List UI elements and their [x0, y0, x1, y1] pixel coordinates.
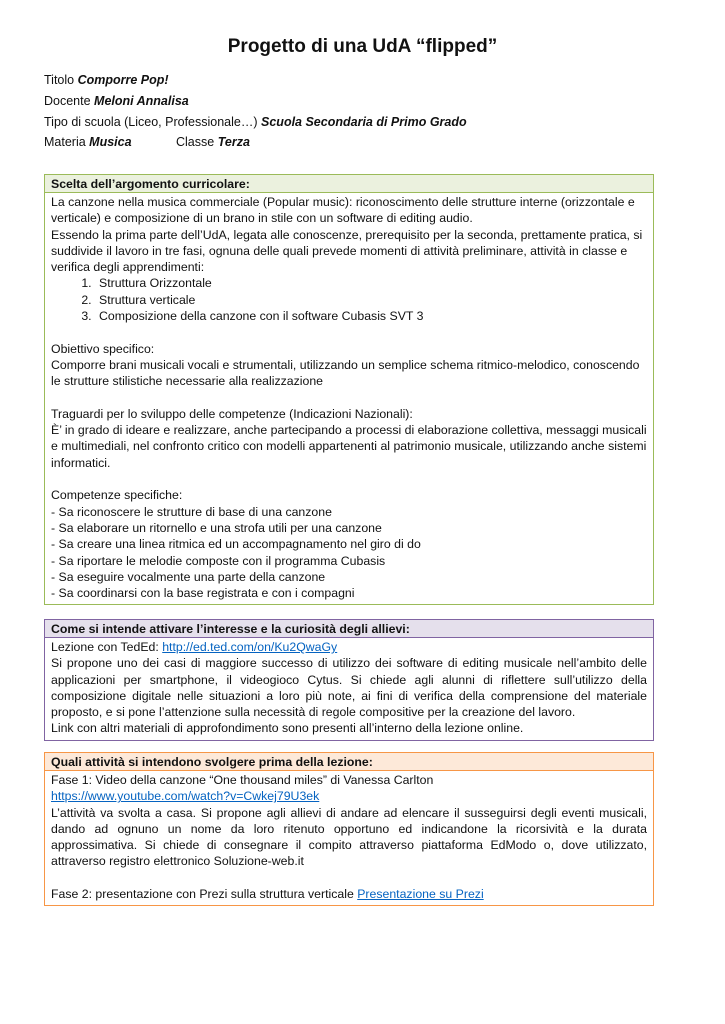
- section-interesse-body: [45, 638, 653, 740]
- section-argomento-heading: Scelta dell’argomento curricolare:: [45, 175, 653, 193]
- youtube-link[interactable]: https://www.youtube.com/watch?v=Cwkej79U3ek: [51, 789, 320, 804]
- meta-materia-label: Materia: [44, 135, 86, 149]
- fase1-text: Fase 1: Video della canzone “One thousand miles” di Vanessa Carlton: [51, 773, 434, 787]
- section-interesse: [44, 619, 654, 741]
- list-item: 1. Struttura Orizzontale: [95, 275, 647, 291]
- argomento-paragraph-1: La canzone nella musica commerciale (Popular music): riconoscimento delle strutture interne (orizzontale e verticale) e composizione di un brano in stile con un software di editing audio.: [51, 195, 635, 226]
- section-interesse-heading: Come si intende attivare l’interesse e la curiosità degli allievi:: [45, 620, 653, 638]
- argomento-paragraph-2: Essendo la prima parte dell’UdA, legata alle conoscenze, prerequisito per la seconda, prettamente pratica, si suddivide il lavoro in tre fasi, ognuna delle quali prevede momenti di attività preliminare, attività in classe e verifica degli apprendimenti:: [51, 227, 643, 275]
- meta-classe-value: Terza: [217, 135, 250, 149]
- section-attivita-body: [45, 771, 653, 905]
- list-item: 2. Struttura verticale: [95, 292, 647, 308]
- list-item: - Sa eseguire vocalmente una parte della canzone: [51, 569, 326, 584]
- meta-tipo-value: Scuola Secondaria di Primo Grado: [261, 115, 467, 129]
- traguardi-label: Traguardi per lo sviluppo delle competenze (Indicazioni Nazionali):: [51, 406, 413, 421]
- obiettivo-text: Comporre brani musicali vocali e strumentali, utilizzando un semplice schema ritmico-melodico, conoscendo le strutture stilistiche necessarie alla realizzazione: [51, 357, 640, 389]
- prezi-link[interactable]: Presentazione su Prezi: [357, 887, 484, 902]
- interesse-paragraph-1: Si propone uno dei casi di maggiore successo di utilizzo dei software di editing musicale nell’ambito delle applicazioni per smartphone, il videogioco Cytus. Si chiede agli alunni di riflettere sull’utilizzo della composizione digitale nelle situazioni a loro più note, ai fini di verifica della comprensione del materiale proposto, e si pone l’attenzione sulla necessità di regole compositive per la creazione del lavoro.: [51, 656, 647, 720]
- obiettivo-label: Obiettivo specifico:: [51, 341, 155, 356]
- lezione-line: [51, 639, 647, 655]
- list-item: - Sa elaborare un ritornello e una strofa utili per una canzone: [51, 520, 382, 535]
- list-item: - Sa riconoscere le strutture di base di una canzone: [51, 504, 332, 519]
- section-attivita-heading: Quali attività si intendono svolgere prima della lezione:: [45, 753, 653, 771]
- section-argomento-body: [45, 193, 653, 604]
- interesse-paragraph-2: Link con altri materiali di approfondimento sono presenti all’interno della lezione online.: [51, 721, 524, 736]
- list-item: 3. Composizione della canzone con il software Cubasis SVT 3: [95, 308, 647, 324]
- list-item: - Sa creare una linea ritmica ed un accompagnamento nel giro di do: [51, 537, 421, 552]
- fase2-text: Fase 2: presentazione con Prezi sulla struttura verticale: [51, 887, 358, 902]
- section-argomento: [44, 174, 654, 605]
- page-title: Progetto di una UdA “flipped”: [227, 36, 498, 57]
- meta-titolo-value: Comporre Pop!: [77, 73, 169, 87]
- meta-docente: [44, 94, 189, 108]
- meta-classe-label: Classe: [176, 135, 215, 149]
- list-item: - Sa riportare le melodie composte con il programma Cubasis: [51, 553, 386, 568]
- fase2-line: [51, 886, 647, 902]
- list-item: - Sa coordinarsi con la base registrata e con i compagni: [51, 586, 355, 601]
- meta-titolo-label: Titolo: [44, 73, 75, 87]
- traguardi-text: È’ in grado di ideare e realizzare, anche partecipando a processi di elaborazione collettiva, messaggi musicali e multimediali, nel confronto critico con modelli appartenenti al patrimonio musicale, utilizzando anche sistemi informatici.: [51, 423, 647, 470]
- meta-tipo-label: Tipo di scuola (Liceo, Professionale…): [44, 115, 258, 129]
- meta-materia-value: Musica: [89, 135, 132, 149]
- meta-docente-value: Meloni Annalisa: [94, 94, 189, 108]
- meta-tipo: [44, 115, 467, 129]
- meta-docente-label: Docente: [44, 94, 91, 108]
- section-attivita: [44, 752, 654, 906]
- meta-materia: [44, 135, 132, 149]
- tedEd-link[interactable]: http://ed.ted.com/on/Ku2QwaGy: [162, 640, 338, 654]
- meta-classe: [176, 135, 250, 149]
- lezione-label: Lezione con TedEd:: [51, 640, 163, 654]
- attivita-paragraph: L’attività va svolta a casa. Si propone agli allievi di andare ad elencare il susseguirsi degli eventi musicali, dando ad ognuno un nome da loro ritenuto opportuno ed indicandone la ricorsività e la durata approssimativa. Si chiede di consegnare il compito attraverso piattaforma EdModo o, dove utilizzato, attraverso registro elettronico Soluzione-web.it: [51, 805, 647, 869]
- meta-titolo: [44, 73, 169, 87]
- competenze-label: Competenze specifiche:: [51, 488, 183, 503]
- fasi-list: [51, 275, 647, 324]
